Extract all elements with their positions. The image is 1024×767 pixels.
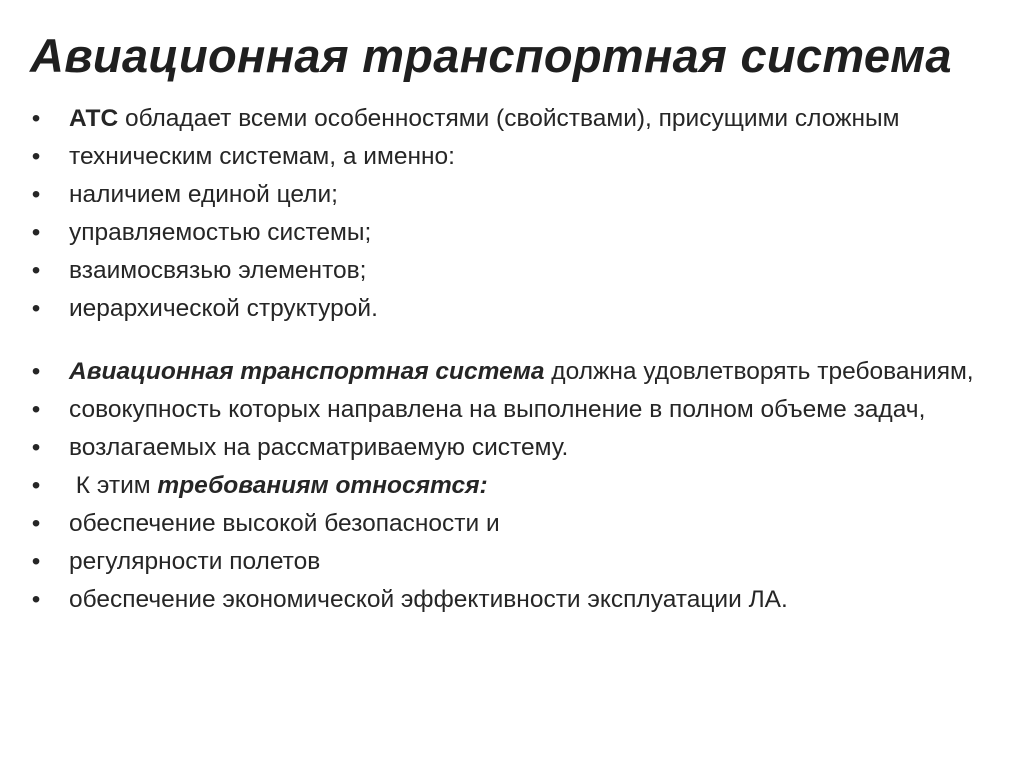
item-pre: К этим bbox=[69, 472, 158, 499]
item-text: наличием единой цели; bbox=[69, 181, 338, 208]
bullet-icon: • bbox=[31, 396, 41, 423]
bullet-icon: • bbox=[31, 143, 41, 170]
item-text: регулярности полетов bbox=[69, 548, 321, 575]
item-text: управляемостью системы; bbox=[69, 219, 372, 246]
bullet-icon: • bbox=[31, 472, 41, 499]
bullet-icon: • bbox=[31, 105, 41, 132]
item-text: обладает всеми особенностями (свойствами), присущими сложным bbox=[118, 105, 900, 132]
list-item bbox=[28, 142, 998, 172]
item-lead: Авиационная транспортная система bbox=[69, 358, 545, 385]
list-item bbox=[28, 294, 998, 324]
list-item bbox=[28, 471, 998, 501]
bullet-icon: • bbox=[31, 257, 41, 284]
bullet-list bbox=[28, 104, 998, 623]
item-text: обеспечение экономической эффективности эксплуатации ЛА. bbox=[69, 586, 788, 613]
bullet-icon: • bbox=[31, 548, 41, 575]
item-text: обеспечение высокой безопасности и bbox=[69, 510, 500, 537]
item-text: возлагаемых на рассматриваемую систему. bbox=[69, 434, 569, 461]
item-text: должна удовлетворять требованиям, bbox=[544, 358, 974, 385]
bullet-icon: • bbox=[31, 510, 41, 537]
list-item bbox=[28, 433, 998, 463]
list-item bbox=[28, 180, 998, 210]
bullet-icon: • bbox=[31, 358, 41, 385]
list-item bbox=[28, 104, 998, 134]
item-text: иерархической структурой. bbox=[69, 295, 378, 322]
item-text: техническим системам, а именно: bbox=[69, 143, 455, 170]
bullet-icon: • bbox=[31, 295, 41, 322]
list-item bbox=[28, 357, 998, 387]
bullet-icon: • bbox=[31, 586, 41, 613]
bullet-icon: • bbox=[31, 434, 41, 461]
slide-title: Авиационная транспортная система bbox=[30, 29, 952, 82]
bullet-icon: • bbox=[31, 219, 41, 246]
list-item bbox=[28, 395, 998, 425]
item-text: совокупность которых направлена на выполнение в полном объеме задач, bbox=[69, 396, 926, 423]
list-item bbox=[28, 509, 998, 539]
list-item bbox=[28, 218, 998, 248]
bullet-icon: • bbox=[31, 181, 41, 208]
list-item bbox=[28, 585, 998, 615]
list-item bbox=[28, 256, 998, 286]
item-lead: требованиям относятся: bbox=[157, 472, 488, 499]
item-lead: АТС bbox=[69, 105, 119, 132]
list-item bbox=[28, 547, 998, 577]
item-text: взаимосвязью элементов; bbox=[69, 257, 367, 284]
